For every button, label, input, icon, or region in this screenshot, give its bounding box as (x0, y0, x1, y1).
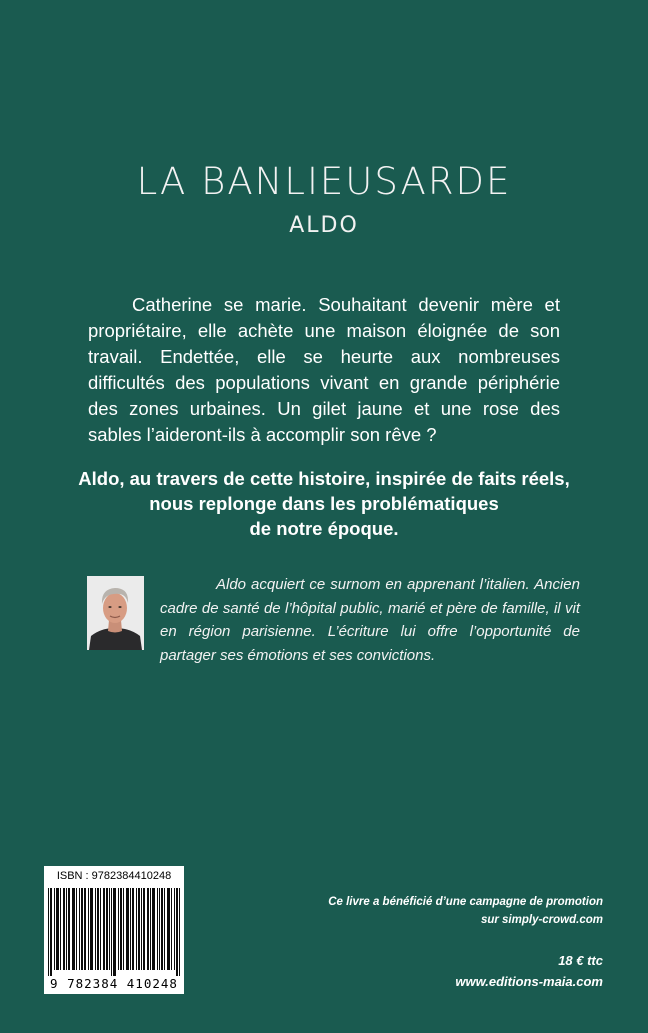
promo-line: Ce livre a bénéficié d’une campagne de promotion (328, 896, 603, 908)
book-title: LA BANLIEUSARDE (136, 160, 512, 203)
tagline-line: nous replonge dans les problématiques (149, 493, 499, 514)
barcode-digits: 9 782384 410248 (44, 976, 184, 991)
publisher-website: www.editions-maia.com (455, 974, 603, 989)
tagline-line: de notre époque. (249, 518, 399, 539)
tagline (60, 466, 588, 541)
price-label: 18 € ttc (558, 953, 603, 968)
synopsis-paragraph: Catherine se marie. Souhaitant devenir mère et propriétaire, elle achète une maison éloignée de son travail. Endettée, elle se heurte aux nombreuses difficultés des populations vivant en grande périphérie des zones urbaines. Un gilet jaune et une rose des sables l’aideront-ils à accomplir son rêve ? (88, 294, 560, 445)
promo-notice (263, 893, 603, 929)
author-photo (87, 576, 144, 650)
author-portrait-image (87, 576, 144, 650)
tagline-line: Aldo, au travers de cette histoire, inspirée de faits réels, (78, 468, 570, 489)
author-bio: Aldo acquiert ce surnom en apprenant l’italien. Ancien cadre de santé de l’hôpital public, marié et père de famille, il vit en région parisienne. L’écriture lui offre l’opportunité de partager ses émotions et ses convictions. (160, 576, 580, 664)
promo-line: sur simply-crowd.com (480, 914, 603, 926)
author-name: ALDO (289, 213, 359, 238)
isbn-label: ISBN : 9782384410248 (56, 870, 172, 882)
barcode-panel (44, 866, 184, 994)
barcode-bars (48, 888, 180, 976)
